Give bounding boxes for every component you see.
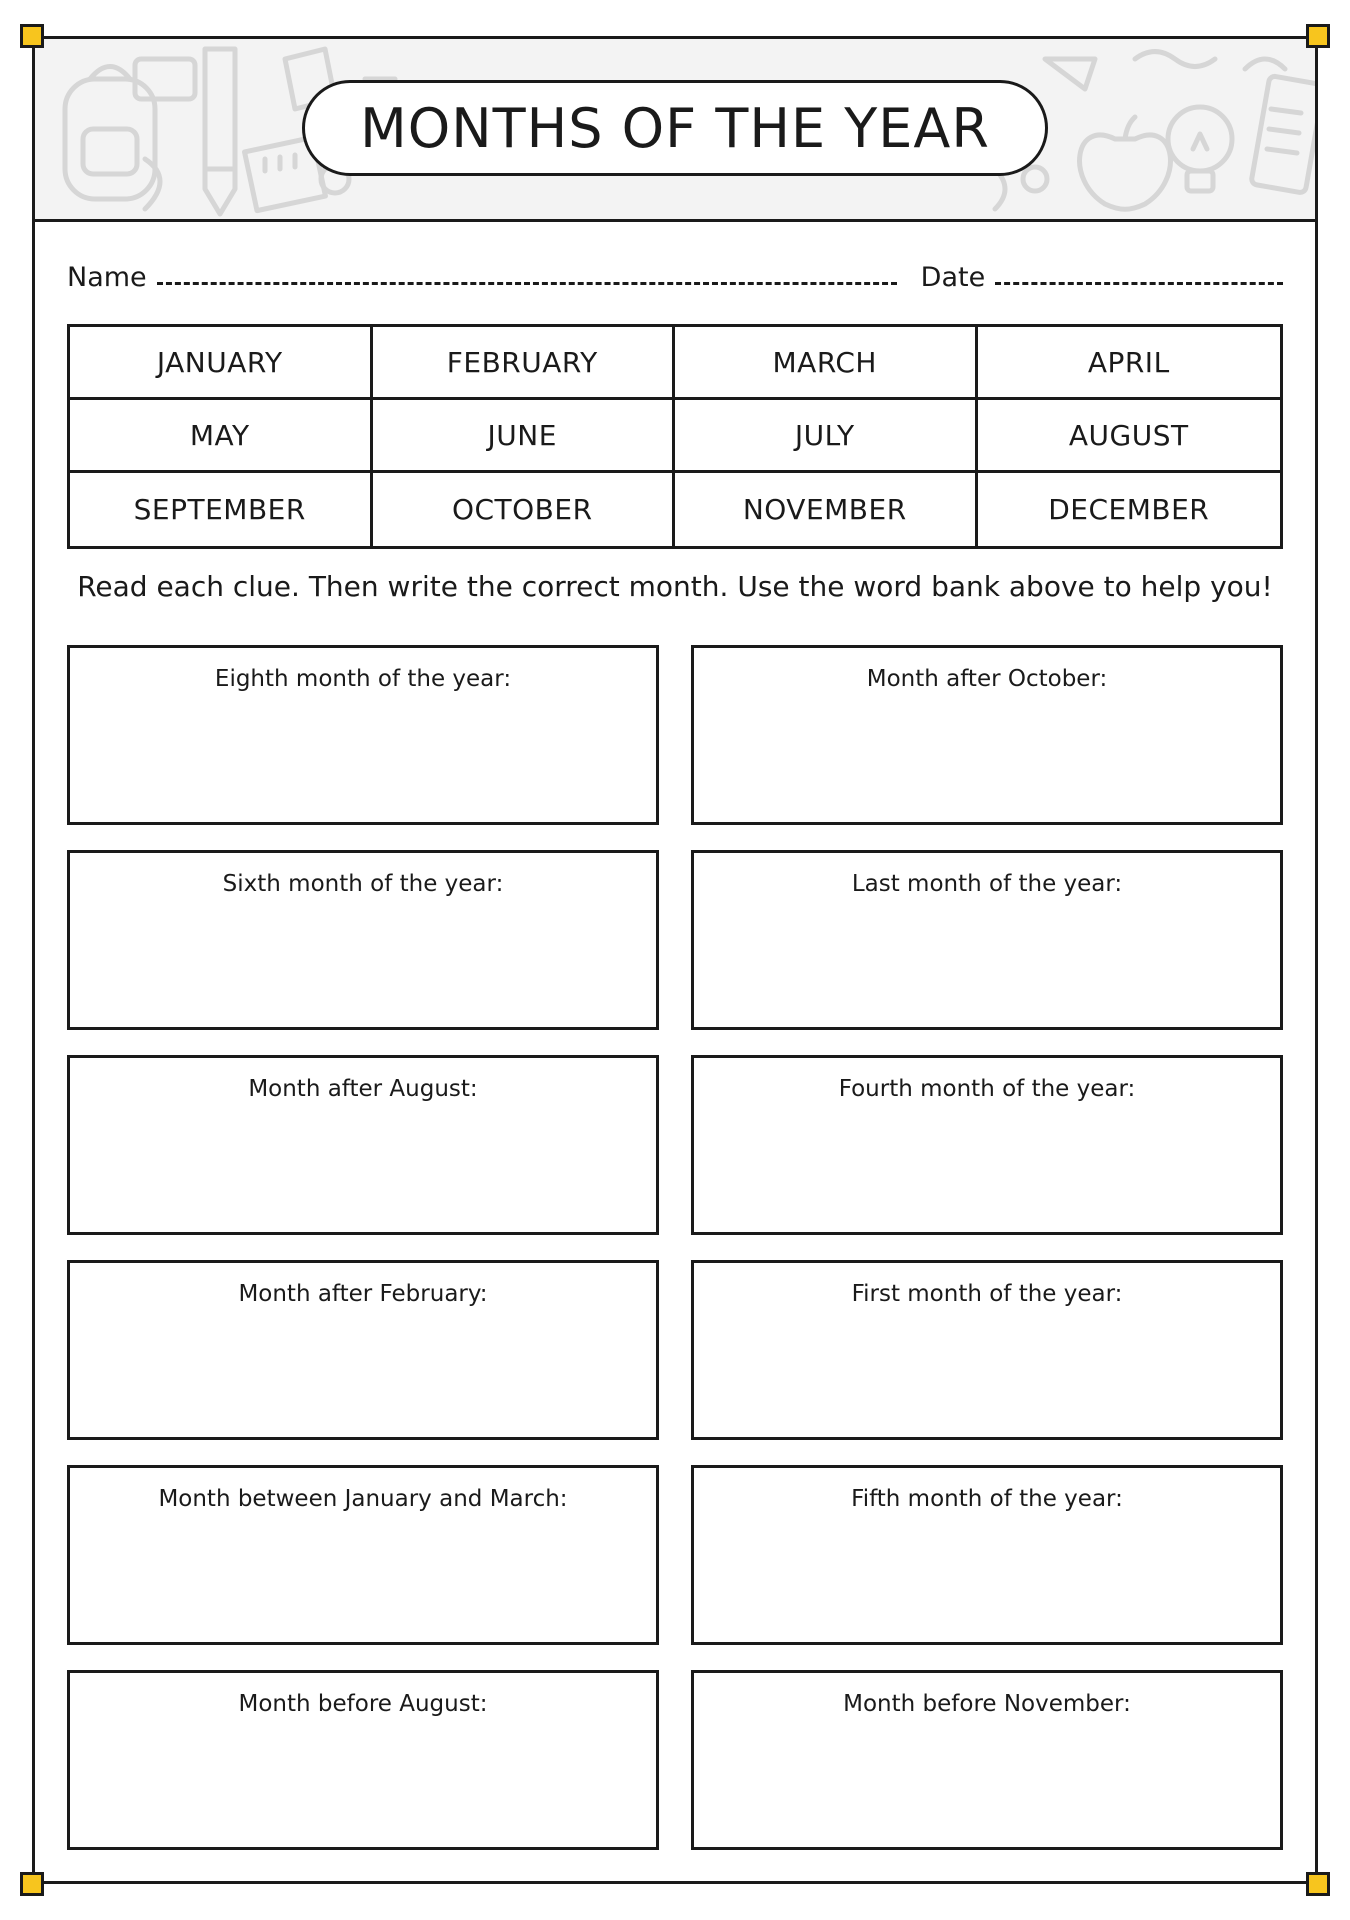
word-bank-cell: JULY	[675, 400, 978, 473]
word-bank-cell: AUGUST	[978, 400, 1281, 473]
clue-answer-box[interactable]	[67, 1465, 659, 1645]
clue-label: Month before November:	[843, 1691, 1131, 1717]
corner-marker-top-right	[1306, 24, 1330, 48]
corner-marker-bottom-left	[20, 1872, 44, 1896]
clue-answer-box[interactable]	[691, 645, 1283, 825]
clue-answer-box[interactable]	[67, 1055, 659, 1235]
title-banner	[302, 80, 1048, 176]
clue-answer-box[interactable]	[691, 1670, 1283, 1850]
clue-answer-box[interactable]	[67, 645, 659, 825]
clue-label: Last month of the year:	[851, 871, 1123, 897]
word-bank-cell: OCTOBER	[373, 473, 676, 546]
word-bank-cell: DECEMBER	[1048, 493, 1210, 526]
date-label: Date	[920, 262, 986, 293]
clue-answer-box[interactable]	[691, 1055, 1283, 1235]
clue-answer-box[interactable]	[67, 1670, 659, 1850]
word-bank-cell: MARCH	[675, 327, 978, 400]
clue-label: Month after February:	[238, 1281, 488, 1307]
word-bank-cell: APRIL	[978, 327, 1281, 400]
clue-label: Eighth month of the year:	[214, 666, 512, 692]
word-bank	[67, 324, 1283, 549]
corner-marker-bottom-right	[1306, 1872, 1330, 1896]
date-field[interactable]	[995, 282, 1283, 285]
clue-grid	[67, 645, 1283, 1850]
clue-answer-box[interactable]	[691, 1465, 1283, 1645]
name-field[interactable]	[157, 282, 897, 285]
name-label: Name	[67, 262, 147, 293]
clue-answer-box[interactable]	[691, 850, 1283, 1030]
page-title: MONTHS OF THE YEAR	[360, 96, 990, 160]
clue-answer-box[interactable]	[67, 850, 659, 1030]
word-bank-cell: JANUARY	[70, 327, 373, 400]
clue-label: Month between January and March:	[158, 1486, 568, 1512]
clue-label: Sixth month of the year:	[222, 871, 504, 897]
clue-label: Month after October:	[866, 666, 1108, 692]
word-bank-cell: SEPTEMBER	[70, 473, 373, 546]
clue-label: Month before August:	[238, 1691, 488, 1717]
corner-marker-top-left	[20, 24, 44, 48]
instructions: Read each clue. Then write the correct month. Use the word bank above to help you!	[77, 570, 1273, 603]
clue-label: First month of the year:	[851, 1281, 1123, 1307]
clue-label: Month after August:	[248, 1076, 478, 1102]
clue-label: Fifth month of the year:	[851, 1486, 1123, 1512]
clue-label: Fourth month of the year:	[838, 1076, 1136, 1102]
word-bank-cell: FEBRUARY	[373, 327, 676, 400]
name-date-row	[67, 253, 1283, 293]
word-bank-cell: JUNE	[373, 400, 676, 473]
clue-answer-box[interactable]	[67, 1260, 659, 1440]
word-bank-cell: NOVEMBER	[675, 473, 978, 546]
clue-answer-box[interactable]	[691, 1260, 1283, 1440]
word-bank-cell: MAY	[70, 400, 373, 473]
